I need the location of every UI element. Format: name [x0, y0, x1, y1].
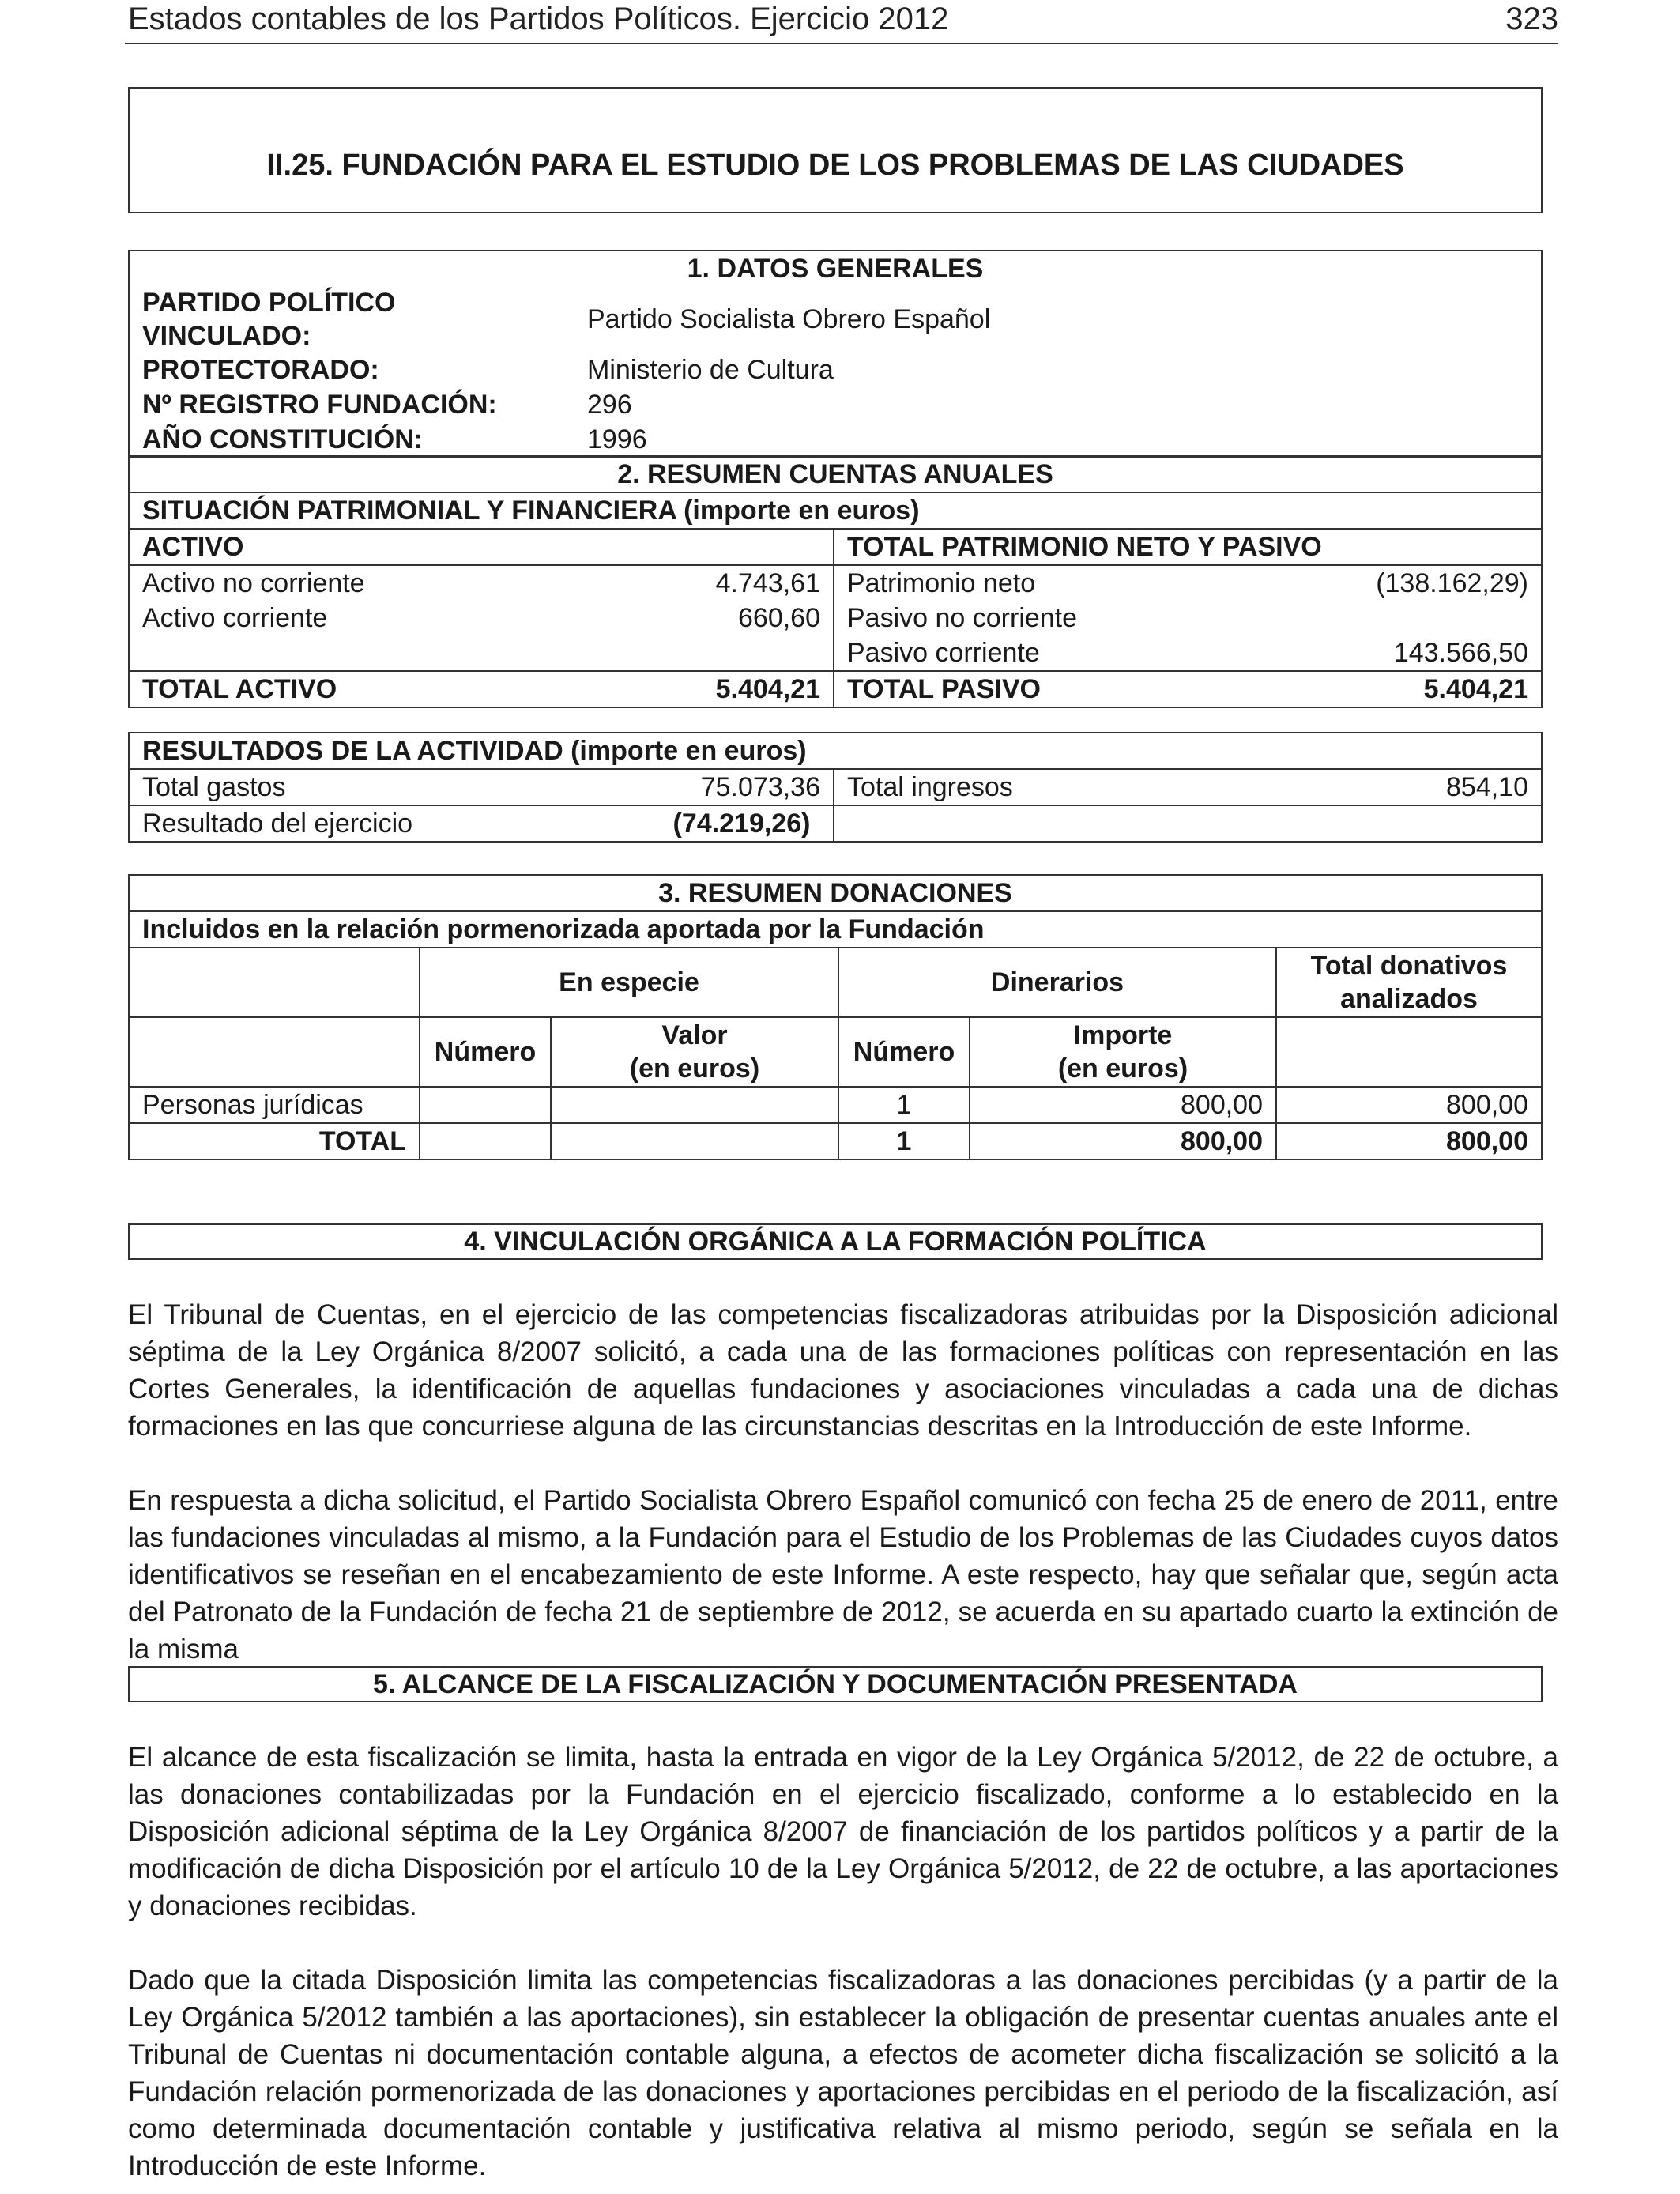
col-total-donativos	[1276, 948, 1542, 1017]
total-esp-valor	[551, 1123, 838, 1159]
pasivo-value	[1306, 601, 1542, 635]
sub-numero-dinerarios: Número	[838, 1017, 970, 1087]
donaciones-heading: 3. RESUMEN DONACIONES	[129, 875, 1542, 911]
total-label: TOTAL	[129, 1123, 420, 1159]
resultado-ejercicio-label: Resultado del ejercicio	[129, 805, 650, 842]
activo-label	[129, 635, 650, 671]
total-din-numero: 1	[838, 1123, 970, 1159]
sub-importe-line-1: Importe	[1073, 1020, 1173, 1050]
donaciones-subheading: Incluidos en la relación pormenorizada aportada por la Fundación	[129, 911, 1542, 948]
datos-label: PARTIDO POLÍTICO VINCULADO:	[129, 286, 574, 352]
datos-value: Ministerio de Cultura	[574, 352, 1542, 387]
empty-cell	[1306, 805, 1542, 842]
esp-numero	[420, 1087, 551, 1123]
activo-value: 660,60	[650, 601, 834, 635]
header-rule	[125, 43, 1558, 44]
resultado-ejercicio-value: (74.219,26)	[650, 805, 834, 842]
total-ingresos-label: Total ingresos	[834, 769, 1306, 805]
vinculacion-paragraph-2: En respuesta a dicha solicitud, el Partido Socialista Obrero Español comunicó con fecha 25 de enero de 2011, entre las fundaciones vinculadas al mismo, a la Fundación para el Estudio de los Problemas de las Ciudades cuyos datos identificativos se reseñan en el encabezamiento de este Informe. A este respecto, hay que señalar que, según acta del Patronato de la Fundación de fecha 21 de septiembre de 2012, se acuerda en su apartado cuarto la extinción de la misma	[128, 1485, 1558, 1664]
situacion-patrimonial-heading: SITUACIÓN PATRIMONIAL Y FINANCIERA (importe en euros)	[129, 492, 1542, 529]
din-importe: 800,00	[970, 1087, 1276, 1123]
sub-importe-line-2: (en euros)	[1057, 1054, 1188, 1084]
esp-valor	[551, 1087, 838, 1123]
total-activo-label: TOTAL ACTIVO	[129, 671, 650, 707]
total-activo-value: 5.404,21	[650, 671, 834, 707]
sub-importe	[970, 1017, 1276, 1087]
total-pasivo-value: 5.404,21	[1306, 671, 1542, 707]
col-total-line-1: Total donativos	[1310, 951, 1508, 981]
datos-value: 1996	[574, 422, 1542, 458]
empty-cell	[834, 805, 1306, 842]
datos-value: 296	[574, 387, 1542, 422]
page-number: 323	[1505, 2, 1558, 36]
pasivo-value: 143.566,50	[1306, 635, 1542, 671]
col-en-especie: En especie	[420, 948, 838, 1017]
vinculacion-heading: 4. VINCULACIÓN ORGÁNICA A LA FORMACIÓN POLÍTICA	[128, 1223, 1543, 1260]
datos-generales-table	[128, 250, 1543, 458]
donaciones-table	[128, 874, 1543, 1160]
total-gastos-value: 75.073,36	[650, 769, 834, 805]
table-row	[129, 1087, 1542, 1123]
pasivo-value: (138.162,29)	[1306, 565, 1542, 601]
alcance-paragraph-1: El alcance de esta fiscalización se limita, hasta la entrada en vigor de la Ley Orgánica 5/2012, de 22 de octubre, a las donaciones contabilizadas por la Fundación en el ejercicio fiscalizado, conforme a lo establecido en la Disposición adicional séptima de la Ley Orgánica 8/2007 de financiación de los partidos políticos y a partir de la modificación de dicha Disposición por el artículo 10 de la Ley Orgánica 5/2012, de 22 de octubre, a las aportaciones y donaciones recibidas.	[128, 1742, 1558, 1921]
resumen-cuentas-heading: 2. RESUMEN CUENTAS ANUALES	[129, 456, 1542, 492]
datos-label: Nº REGISTRO FUNDACIÓN:	[129, 387, 574, 422]
empty-header-cell	[129, 948, 420, 1017]
vinculacion-paragraph-1: El Tribunal de Cuentas, en el ejercicio de las competencias fiscalizadoras atribuidas por la Disposición adicional séptima de la Ley Orgánica 8/2007 solicitó, a cada una de las formaciones políticas con representación en las Cortes Generales, la identificación de aquellas fundaciones y asociaciones vinculadas a cada una de dichas formaciones en las que concurriese alguna de las circunstancias descritas en la Introducción de este Informe.	[128, 1299, 1558, 1442]
datos-generales-heading: 1. DATOS GENERALES	[129, 251, 1542, 286]
sub-valor-line-1: Valor	[661, 1020, 728, 1050]
activo-label: Activo corriente	[129, 601, 650, 635]
col-dinerarios: Dinerarios	[838, 948, 1276, 1017]
pasivo-label: Pasivo corriente	[847, 638, 1040, 668]
sub-numero: Número	[420, 1017, 551, 1087]
pasivo-label: Patrimonio neto	[847, 568, 1036, 598]
alcance-heading: 5. ALCANCE DE LA FISCALIZACIÓN Y DOCUMENTACIÓN PRESENTADA	[128, 1666, 1543, 1702]
activo-value	[650, 635, 834, 671]
section-title-box	[128, 87, 1543, 213]
total-gastos-label: Total gastos	[129, 769, 650, 805]
col-total-line-2: analizados	[1340, 984, 1478, 1014]
alcance-paragraph-2: Dado que la citada Disposición limita las competencias fiscalizadoras a las donaciones percibidas (y a partir de la Ley Orgánica 5/2012 también a las aportaciones), sin establecer la obligación de presentar cuentas anuales ante el Tribunal de Cuentas ni documentación contable alguna, a efectos de acometer dicha fiscalización se solicitó a la Fundación relación pormenorizada de las donaciones y aportaciones percibidas en el periodo de la fiscalización, así como determinada documentación contable y justificativa relativa al mismo periodo, según se señala en la Introducción de este Informe.	[128, 1965, 1558, 2181]
total-total-donativos: 800,00	[1276, 1123, 1542, 1159]
pasivo-heading: TOTAL PATRIMONIO NETO Y PASIVO	[834, 529, 1542, 565]
empty-header-cell	[1276, 1017, 1542, 1087]
datos-label: PROTECTORADO:	[129, 352, 574, 387]
vinculacion-text	[128, 1296, 1558, 1668]
activo-value: 4.743,61	[650, 565, 834, 601]
alcance-text	[128, 1739, 1558, 2185]
table-total-row	[129, 1123, 1542, 1159]
resultados-heading: RESULTADOS DE LA ACTIVIDAD (importe en euros)	[129, 733, 1542, 769]
total-pasivo-label: TOTAL PASIVO	[834, 671, 1306, 707]
activo-label: Activo no corriente	[129, 565, 650, 601]
total-donativos: 800,00	[1276, 1087, 1542, 1123]
datos-value: Partido Socialista Obrero Español	[574, 286, 1542, 352]
datos-label: AÑO CONSTITUCIÓN:	[129, 422, 574, 458]
row-label: Personas jurídicas	[129, 1087, 420, 1123]
pasivo-label: Pasivo no corriente	[847, 603, 1078, 633]
total-din-importe: 800,00	[970, 1123, 1276, 1159]
resumen-cuentas-table	[128, 455, 1543, 708]
sub-valor	[551, 1017, 838, 1087]
resultados-table	[128, 732, 1543, 843]
sub-valor-line-2: (en euros)	[629, 1054, 760, 1084]
total-esp-numero	[420, 1123, 551, 1159]
din-numero: 1	[838, 1087, 970, 1123]
section-title: II.25. FUNDACIÓN PARA EL ESTUDIO DE LOS PROBLEMAS DE LAS CIUDADES	[266, 149, 1404, 182]
empty-header-cell	[129, 1017, 420, 1087]
total-ingresos-value: 854,10	[1306, 769, 1542, 805]
running-header-title: Estados contables de los Partidos Políticos. Ejercicio 2012	[128, 2, 949, 36]
activo-heading: ACTIVO	[129, 529, 834, 565]
